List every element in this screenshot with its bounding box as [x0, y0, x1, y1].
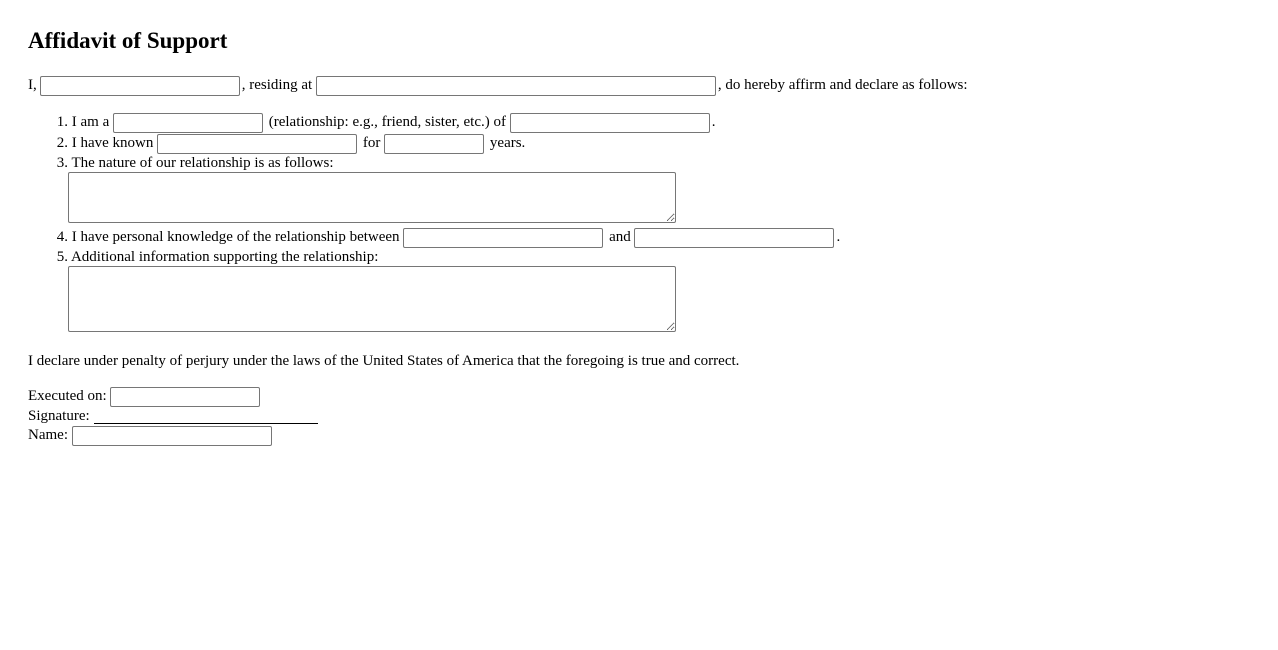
list-item-4 [28, 227, 840, 247]
item-4-and-label: and [609, 229, 631, 245]
relationship-person-b-input[interactable] [634, 228, 834, 248]
intro-prefix: I, [28, 77, 37, 93]
name-line [28, 425, 274, 445]
affiant-name-input[interactable] [40, 76, 240, 96]
item-1-prefix: I am a [71, 114, 110, 130]
intro-line [28, 75, 968, 95]
relationship-person-a-input[interactable] [403, 228, 603, 248]
name-label: Name: [28, 427, 68, 443]
declaration-text: I declare under penalty of perjury under the laws of the United States of America that the foregoing is true and correct. [28, 353, 740, 369]
item-2-prefix: I have known [71, 135, 154, 151]
signature-line [28, 406, 318, 426]
page-title: Affidavit of Support [28, 28, 228, 53]
item-5-text: Additional information supporting the relationship: [70, 249, 379, 265]
list-item-1 [28, 112, 715, 132]
list-item-2 [28, 133, 525, 153]
executed-label: Executed on: [28, 388, 107, 404]
relationship-input[interactable] [113, 113, 263, 133]
item-1-middle: (relationship: e.g., friend, sister, etc.) of [268, 114, 506, 130]
relationship-person-input[interactable] [510, 113, 710, 133]
known-person-input[interactable] [157, 134, 357, 154]
list-item-5 [28, 247, 378, 267]
residing-label: , residing at [241, 77, 313, 93]
item-2-for-label: for [362, 135, 381, 151]
list-item-3 [28, 153, 334, 173]
executed-date-input[interactable] [110, 387, 260, 407]
address-input[interactable] [316, 76, 716, 96]
years-known-input[interactable] [384, 134, 484, 154]
item-2-suffix: years. [489, 135, 526, 151]
item-5-number: 5. [56, 249, 68, 265]
item-1-number: 1. [56, 114, 68, 130]
item-4-number: 4. [56, 229, 68, 245]
signature-underline [94, 406, 318, 424]
item-3-number: 3. [56, 155, 68, 171]
item-3-text: The nature of our relationship is as follows: [71, 155, 334, 171]
item-1-suffix: . [711, 114, 716, 130]
signature-label: Signature: [28, 408, 90, 424]
printed-name-input[interactable] [72, 426, 272, 446]
intro-suffix: , do hereby affirm and declare as follows: [717, 77, 968, 93]
executed-on-line [28, 386, 262, 406]
item-2-number: 2. [56, 135, 68, 151]
item-4-prefix: I have personal knowledge of the relationship between [71, 229, 400, 245]
relationship-nature-textarea[interactable] [68, 172, 676, 223]
additional-info-textarea[interactable] [68, 266, 676, 332]
item-4-suffix: . [836, 229, 841, 245]
